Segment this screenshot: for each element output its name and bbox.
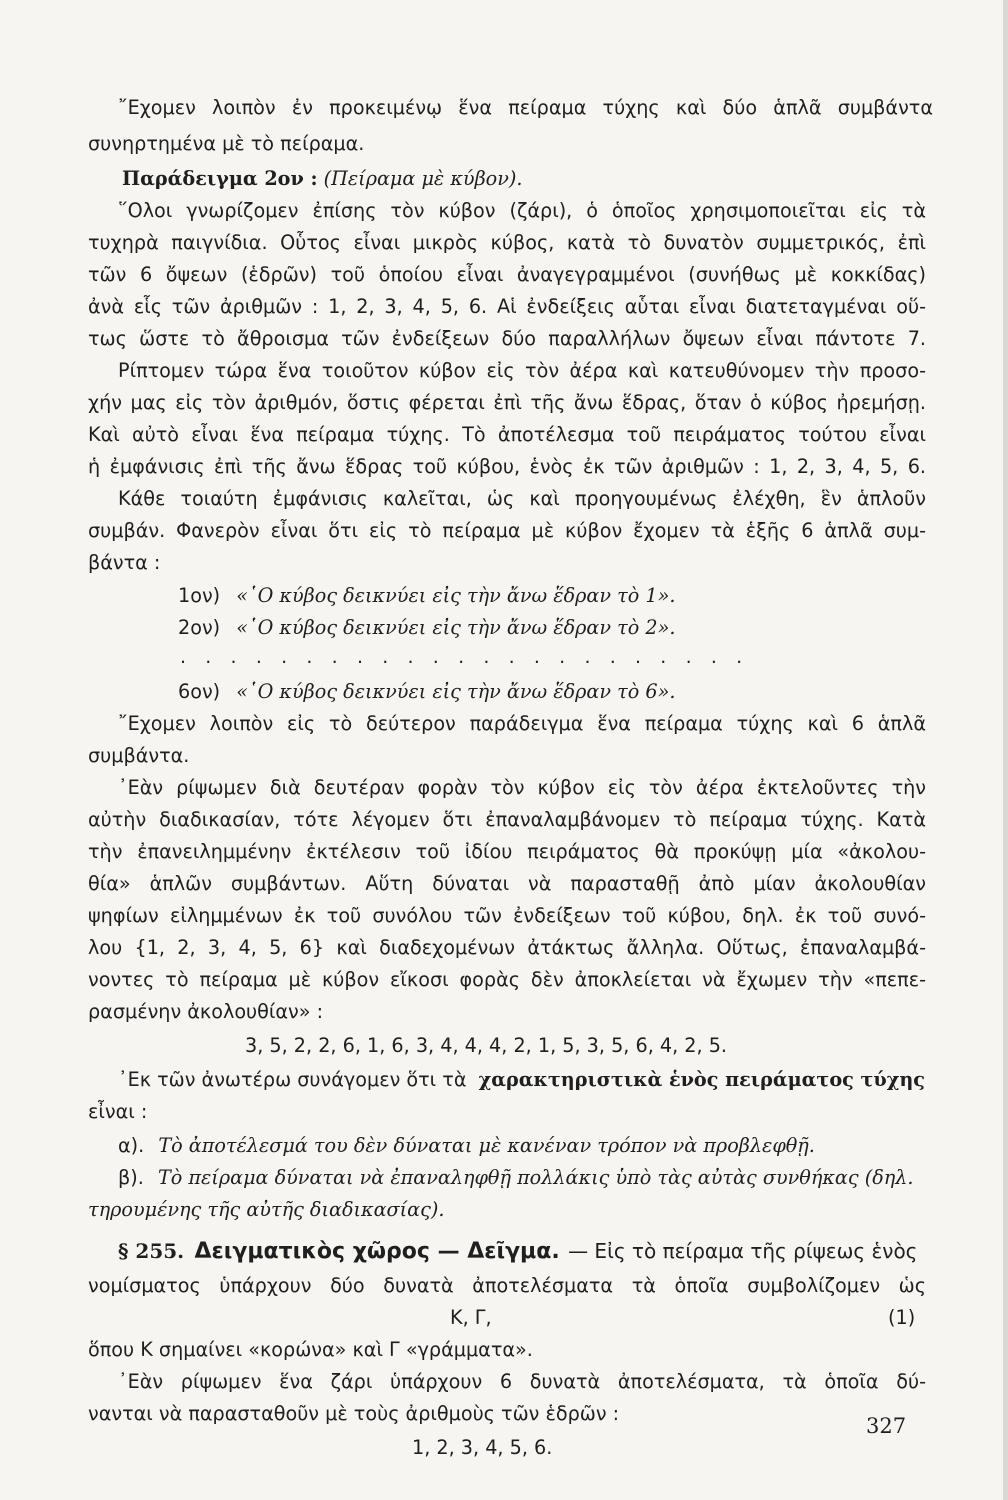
ellipsis-row: . . . . . . . . . . . . . . . . . . . . . . . [180,646,749,668]
section-lead: — Εἰς τὸ πείραμα τῆς ρίψεως ἑνὸς [568,1239,918,1263]
text-line: αὐτὴν διαδικασίαν, τότε λέγομεν ὅτι ἐπαναλαμβάνομεν τὸ πείραμα τύχης. Κατὰ [88,808,926,831]
text-line: εἶναι : [88,1100,148,1123]
text-line: ῞Ολοι γνωρίζομεν ἐπίσης τὸν κύβον (ζάρι), ὁ ὁποῖος χρησιμοποιεῖται εἰς τὰ [118,199,926,222]
text-line: συνηρτημένα μὲ τὸ πείραμα. [88,132,365,155]
text-line: βάντα : [88,551,161,574]
characteristic-b-text: Τὸ πείραμα δύναται νὰ ἐπαναληφθῇ πολλάκις ὑπὸ τὰς αὐτὰς συνθήκας (δηλ. [157,1166,914,1189]
text-line: τὴν ἐπανειλημμένην ἐκτέλεσιν τοῦ ἰδίου πειράματος θὰ προκύψῃ μία «ἀκολου- [88,840,926,863]
text-line: νομίσματος ὑπάρχουν δύο δυνατὰ ἀποτελέσματα τὰ ὁποῖα συμβολίζομεν ὡς [88,1274,926,1297]
text-line: Καὶ αὐτὸ εἶναι ἕνα πείραμα τύχης. Τὸ ἀποτέλεσμα τοῦ πειράματος τούτου εἶναι [88,423,926,446]
text-line: νανται νὰ παρασταθοῦν μὲ τοὺς ἀριθμοὺς τῶν ἑδρῶν : [88,1402,620,1425]
text-line: θία» ἁπλῶν συμβάντων. Αὕτη δύναται νὰ παρασταθῇ ἀπὸ μίαν ἀκολουθίαν [88,872,926,895]
example-label: Παράδειγμα 2ον : [122,167,318,190]
text-line: ῎Εχομεν λοιπὸν εἰς τὸ δεύτερον παράδειγμα ἕνα πείραμα τύχης καὶ 6 ἁπλᾶ [118,712,926,735]
section-heading [118,1238,917,1265]
dice-sequence: 3, 5, 2, 2, 6, 1, 6, 3, 4, 4, 4, 2, 1, 5, 3, 5, 6, 4, 2, 5. [245,1034,728,1057]
example-title: (Πείραμα μὲ κύβον). [323,167,523,190]
text-line: ἡ ἐμφάνισις ἐπὶ τῆς ἄνω ἕδρας τοῦ κύβου, ἑνὸς ἐκ τῶν ἀριθμῶν : 1, 2, 3, 4, 5, 6. [88,455,926,478]
page-edge-shadow [1003,0,1008,1500]
text-line: Κάθε τοιαύτη ἐμφάνισις καλεῖται, ὡς καὶ προηγουμένως ἐλέχθη, ἓν ἁπλοῦν [118,487,926,510]
text-line: συμβάντα. [88,744,190,767]
characteristics-intro-text: ᾿Εκ τῶν ἀνωτέρω συνάγομεν ὅτι τὰ [118,1068,467,1091]
event-text: «῾Ο κύβος δεικνύει εἰς τὴν ἄνω ἕδραν τὸ 6». [236,680,676,703]
characteristics-bold: χαρακτηριστικὰ ἑνὸς πειράματος τύχης [478,1068,925,1091]
text-line: ψηφίων εἰλημμένων ἐκ τοῦ συνόλου τῶν ἐνδείξεων τοῦ κύβου, δηλ. ἐκ τοῦ συνό- [88,904,926,927]
characteristic-b-label: β). [118,1166,144,1189]
section-number: § 255. [118,1239,185,1263]
characteristic-a-label: α). [118,1134,145,1157]
characteristic-b [118,1164,914,1191]
event-item [178,582,675,609]
text-line: χήν μας εἰς τὸν ἀριθμόν, ὅστις φέρεται ἐπὶ τῆς ἄνω ἕδρας, ὅταν ὁ κύβος ἠρεμήσῃ. [88,391,926,414]
text-line: ὅπου Κ σημαίνει «κορώνα» καὶ Γ «γράμματα». [88,1338,533,1361]
event-text: «῾Ο κύβος δεικνύει εἰς τὴν ἄνω ἕδραν τὸ 2». [236,616,676,639]
text-line: τως ὥστε τὸ ἄθροισμα τῶν ἐνδείξεων δύο παραλλήλων ὄψεων εἶναι πάντοτε 7. [88,327,926,350]
characteristic-b-text-cont: τηρουμένης τῆς αὐτῆς διαδικασίας). [88,1198,445,1221]
event-item [178,678,675,705]
text-line: Ρίπτομεν τώρα ἕνα τοιοῦτον κύβον εἰς τὸν ἀέρα καὶ κατευθύνομεν τὴν προσο- [118,359,926,382]
event-label: 1ον) [178,584,221,607]
equation-number: (1) [888,1306,916,1329]
text-line: ἀνὰ εἷς τῶν ἀριθμῶν : 1, 2, 3, 4, 5, 6. Αἱ ἐνδείξεις αὗται εἶναι διατεταγμέναι οὕ- [88,295,926,318]
text-line: τῶν 6 ὄψεων (ἑδρῶν) τοῦ ὁποίου εἶναι ἀναγεγραμμένοι (συνήθως μὲ κοκκίδας) [88,263,926,286]
outcomes-dice: 1, 2, 3, 4, 5, 6. [412,1436,553,1459]
text-line: ᾿Εὰν ρίψωμεν διὰ δευτέραν φορὰν τὸν κύβον εἰς τὸν ἀέρα ἐκτελοῦντες τὴν [118,776,926,799]
section-title: Δειγματικὸς χῶρος — Δεῖγμα. [194,1239,560,1264]
example-heading [122,165,522,192]
characteristics-intro [118,1066,925,1093]
event-label: 2ον) [178,616,221,639]
event-label: 6ον) [178,680,221,703]
outcomes-coin: Κ, Γ, [450,1306,492,1329]
text-line: ρασμένην ἀκολουθίαν» : [88,1000,324,1023]
page-number: 327 [866,1414,907,1438]
characteristic-a-text: Τὸ ἀποτέλεσμά του δὲν δύναται μὲ κανέναν τρόπον νὰ προβλεφθῇ. [158,1134,815,1157]
text-line: νοντες τὸ πείραμα μὲ κύβον εἴκοσι φορὰς δὲν ἀποκλείεται νὰ ἔχωμεν τὴν «πεπε- [88,968,926,991]
event-text: «῾Ο κύβος δεικνύει εἰς τὴν ἄνω ἕδραν τὸ 1». [236,584,676,607]
characteristic-a [118,1132,815,1159]
text-line: ᾿Εὰν ρίψωμεν ἕνα ζάρι ὑπάρχουν 6 δυνατὰ ἀποτελέσματα, τὰ ὁποῖα δύ- [118,1370,926,1393]
event-item [178,614,675,641]
text-line: λου {1, 2, 3, 4, 5, 6} καὶ διαδεχομένων ἀτάκτως ἄλληλα. Οὕτως, ἐπαναλαμβά- [88,936,926,959]
text-line: ῎Εχομεν λοιπὸν ἐν προκειμένῳ ἕνα πείραμα τύχης καὶ δύο ἁπλᾶ συμβάντα [118,96,933,119]
text-line: συμβάν. Φανερὸν εἶναι ὅτι εἰς τὸ πείραμα μὲ κύβον ἔχομεν τὰ ἑξῆς 6 ἁπλᾶ συμ- [88,519,926,542]
text-line: τυχηρὰ παιγνίδια. Οὗτος εἶναι μικρὸς κύβος, κατὰ τὸ δυνατὸν συμμετρικός, ἐπὶ [88,231,926,254]
